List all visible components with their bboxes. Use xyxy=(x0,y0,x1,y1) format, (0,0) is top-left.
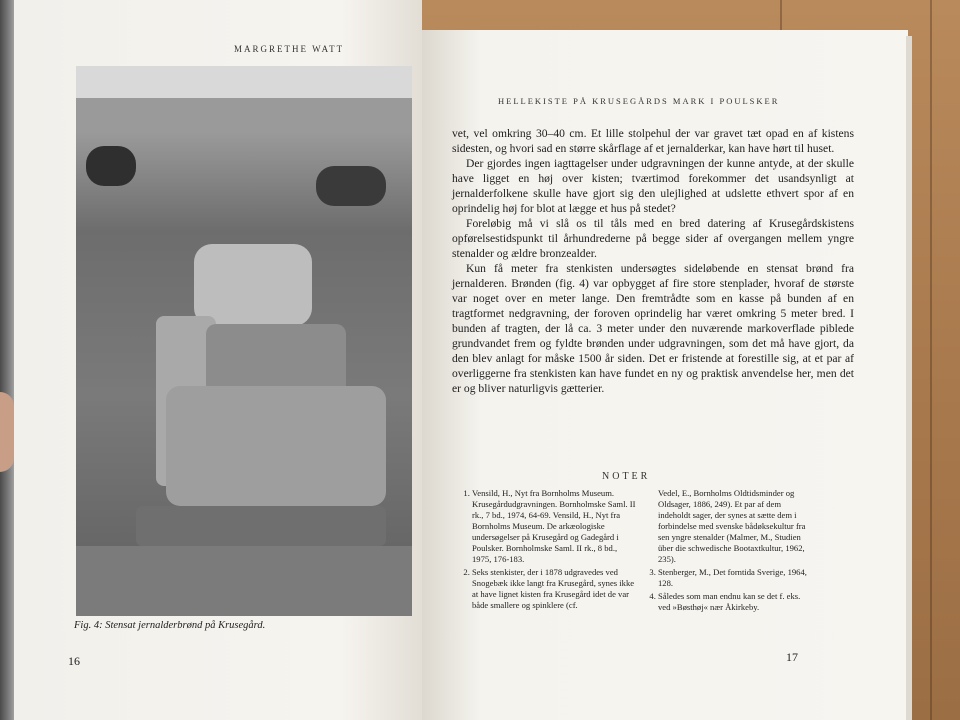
running-head-right: HELLEKISTE PÅ KRUSEGÅRDS MARK I POULSKER xyxy=(498,96,780,106)
front-stone xyxy=(166,386,386,506)
note-text: Vensild, H., Nyt fra Bornholms Museum. Krusegårdudgravningen. Bornholmske Saml. II rk., 7 bd., 1974, 64-69. Vensild, H., Nyt fra Bornholms Museum. De arkæologiske undersøgelser på Krusegård og Gadegård i Poulsker. Bornholmske Saml. II rk., 8 bd., 1975, 176-183. xyxy=(472,488,636,564)
photo-foreground xyxy=(76,546,412,616)
thumb xyxy=(0,392,14,472)
paragraph: Foreløbig må vi slå os til tåls med en bred datering af Krusegårdskistens opførelsestidspunkt til århundrederne på begge sider af overgangen mellem yngre stenalder og ældre bronzealder. xyxy=(452,217,854,260)
notes-column-left xyxy=(452,488,636,613)
note-text: Således som man endnu kan se det f. eks. ved »Bøsthøj« nær Åkirkeby. xyxy=(658,591,801,612)
page-number-left: 16 xyxy=(68,654,80,668)
note-item xyxy=(658,591,814,613)
note-text: Stenberger, M., Det forntida Sverige, 1964, 128. xyxy=(658,567,807,588)
paragraph: Der gjordes ingen iagttagelser under udgravningen der kunne antyde, at der skulle have ligget en høj over kisten; tværtimod forekommer det usandsynligt at jernalderfolkene skulle have gjort sig den ulejlighed at udslette ethvert spor af en oprindelig høj for blot at lægge et hus på stedet? xyxy=(452,157,854,215)
photo-field xyxy=(76,98,412,128)
cover-stone xyxy=(206,324,346,394)
photo-shadow xyxy=(316,166,386,206)
paragraph: vet, vel omkring 30–40 cm. Et lille stolpehul der var gravet tæt opad en af kistens sidesten, og hvori sad en større skårflage af et jernalderkar, kan have hørt til huset. xyxy=(452,127,854,155)
page-edge xyxy=(906,36,912,720)
figure-caption: Fig. 4: Stensat jernalderbrønd på Krusegård. xyxy=(74,620,266,631)
left-page xyxy=(14,0,422,720)
note-continuation: Vedel, E., Bornholms Oldtidsminder og Oldsager, 1886, 249). Et par af dem indeholdt sager, der synes at sætte dem i forbindelse med svenske bådøksekultur fra sen yngre stenalder (Malmer, M., Studien über die schwedische Bootaxtkultur, 1962, 235). xyxy=(658,488,806,564)
upper-stone xyxy=(194,244,312,326)
notes-title: NOTER xyxy=(602,471,651,482)
notes-column-right xyxy=(638,488,814,615)
note-text: Seks stenkister, der i 1878 udgravedes ved Snogebæk ikke langt fra Krusegård, synes ikke at have lignet kisten fra Krusegård idet de var både smallere og spinklere (cf. xyxy=(472,567,635,610)
page-number-right: 17 xyxy=(786,650,798,664)
note-item xyxy=(658,567,814,589)
body-text xyxy=(452,126,854,396)
running-head-left: MARGRETHE WATT xyxy=(234,44,345,54)
figure-photo xyxy=(76,66,412,616)
water-pool xyxy=(136,506,386,546)
paragraph: Kun få meter fra stenkisten undersøgtes sideløbende en stensat brønd fra jernalderen. Brønden (fig. 4) var opbygget af fire store stenplader, hvoraf de største var noget over en meter lange. Den fremtrådte som en kasse på bunden af en tragtformet nedgravning, der foroven oprindelig har været omkring 5 meter bred. I bunden af tragten, der lå ca. 3 meter under den nuværende markoverflade piblede grundvandet frem og fyldte brønden under udgravningen, som det må have gjort, da den blev anlagt for måske 1500 år siden. Det er fristende at forestille sig, at et par af overliggerne fra stenkisten kan have fundet en ny og praktisk anvendelse her, men det er og bliver naturligvis gætterier. xyxy=(452,262,854,395)
photo-shadow xyxy=(86,146,136,186)
note-item xyxy=(472,567,636,611)
note-item xyxy=(472,488,636,565)
wood-seam xyxy=(930,0,932,720)
